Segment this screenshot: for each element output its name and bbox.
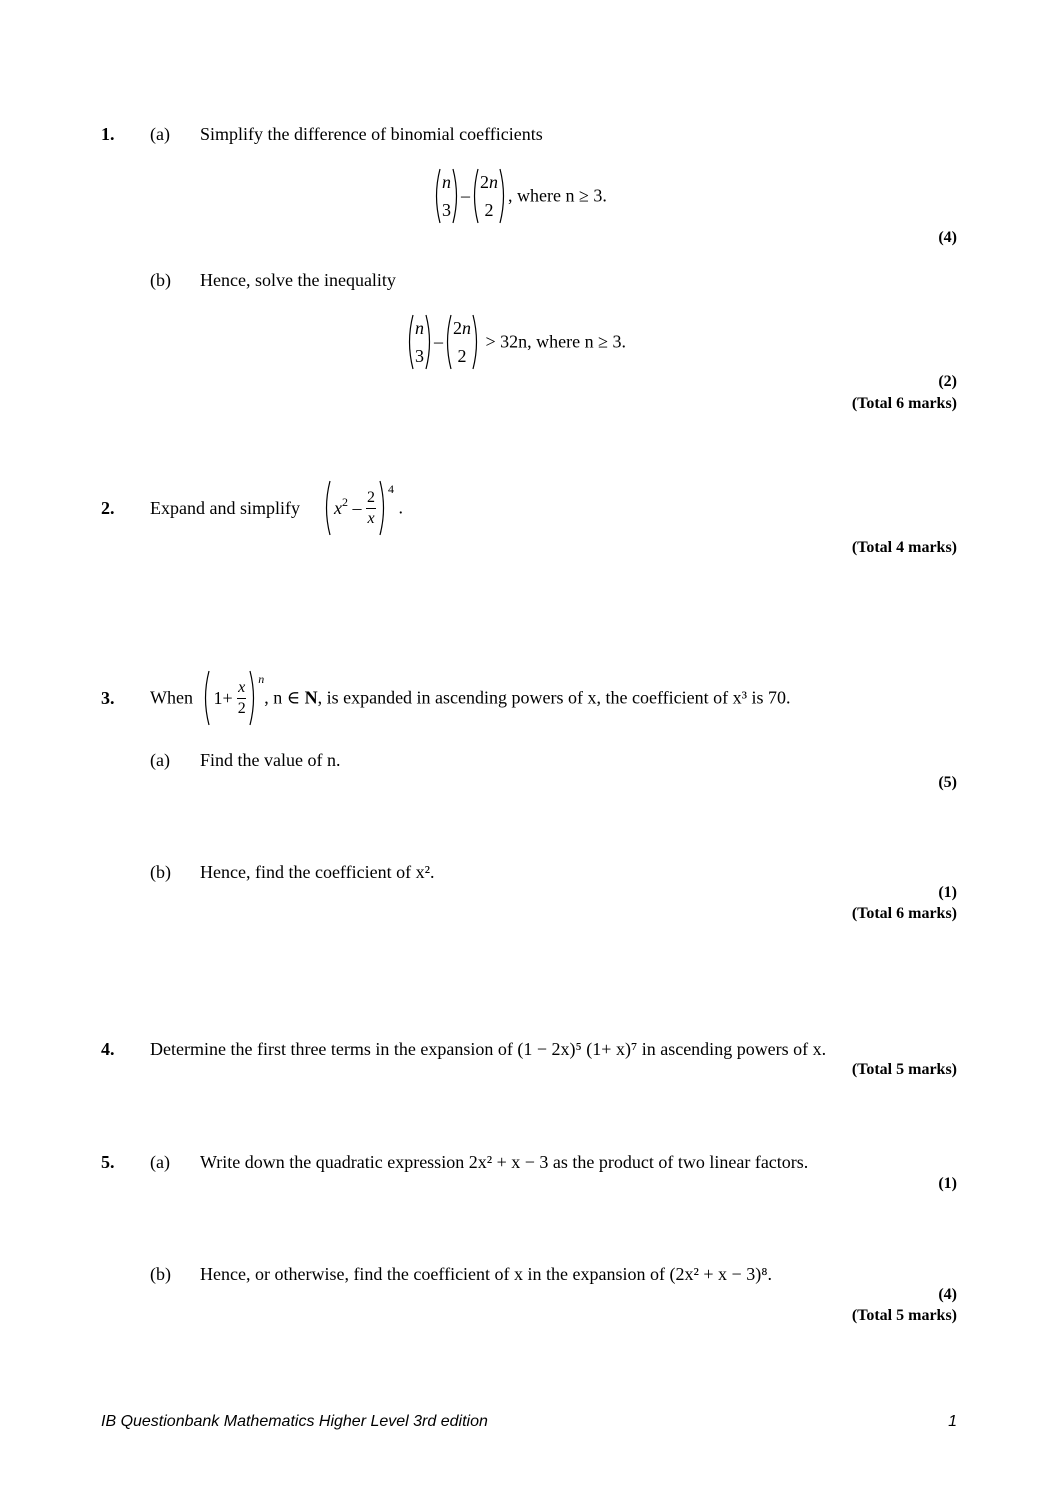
- question-1a-text: Simplify the difference of binomial coefficients: [200, 124, 543, 144]
- question-1b-text: Hence, solve the inequality: [200, 270, 396, 290]
- binomial-2n-2: 2n 2: [443, 314, 481, 370]
- binomial-n-3: n 3: [432, 168, 461, 224]
- question-5a-text: Write down the quadratic expression 2x² + x − 3 as the product of two linear factors.: [200, 1152, 809, 1172]
- binomial-2n-2: 2n 2: [470, 168, 508, 224]
- question-3a-label: (a): [150, 750, 170, 770]
- question-1b-marks: (2): [938, 373, 957, 390]
- question-5b-marks: (4): [938, 1286, 957, 1303]
- footer-page-number: 1: [948, 1413, 957, 1430]
- question-5-number: 5.: [101, 1152, 115, 1172]
- question-1b-label: (b): [150, 270, 171, 290]
- question-3-stem: When 1+ $\frac{x}{2}$ $^n$, n ∈ N, is expanded in ascending powers of x, the coefficient of x³ is 70.: [150, 670, 791, 726]
- question-1-total-marks: (Total 6 marks): [851, 395, 957, 412]
- question-1-number: 1.: [101, 124, 115, 144]
- question-5a-marks: (1): [938, 1175, 957, 1192]
- question-3-text-mid: , n ∈: [264, 687, 305, 708]
- question-5-total-marks: (Total 5 marks): [851, 1307, 957, 1324]
- question-1b-expression: n 3 – 2n 2 > 32n, where n ≥ 3.: [405, 314, 626, 370]
- question-2-text: Expand and simplify: [150, 498, 300, 518]
- question-5b-text: Hence, or otherwise, find the coefficient of x in the expansion of (2x² + x − 3)⁸.: [200, 1264, 772, 1284]
- question-3a-text: Find the value of n.: [200, 750, 341, 770]
- question-3-when: When: [150, 687, 193, 708]
- question-2-total-marks: (Total 4 marks): [851, 539, 957, 556]
- question-3b-marks: (1): [938, 884, 957, 901]
- question-1b-expression-tail: > 32n, where n ≥ 3.: [481, 331, 627, 352]
- footer-title: IB Questionbank Mathematics Higher Level 3rd edition: [101, 1413, 488, 1430]
- question-1a-marks: (4): [938, 229, 957, 246]
- question-1a-expression-tail: , where n ≥ 3.: [508, 185, 607, 206]
- question-3-text-tail: , is expanded in ascending powers of x, the coefficient of x³ is 70.: [317, 687, 791, 708]
- question-1a-expression: n 3 – 2n 2 , where n ≥ 3.: [432, 168, 607, 224]
- question-4-total-marks: (Total 5 marks): [851, 1061, 957, 1078]
- question-3a-marks: (5): [938, 774, 957, 791]
- question-3-total-marks: (Total 6 marks): [851, 905, 957, 922]
- question-1a-label: (a): [150, 124, 170, 144]
- question-4-number: 4.: [101, 1039, 115, 1059]
- question-3-number: 3.: [101, 688, 115, 708]
- question-3b-text: Hence, find the coefficient of x².: [200, 862, 435, 882]
- question-5b-label: (b): [150, 1264, 171, 1284]
- question-2-number: 2.: [101, 498, 115, 518]
- binomial-n-3: n 3: [405, 314, 434, 370]
- question-4-text: Determine the first three terms in the expansion of (1 − 2x)⁵ (1+ x)⁷ in ascending powers of x.: [150, 1039, 827, 1059]
- natural-numbers-symbol: N: [304, 687, 318, 708]
- question-5a-label: (a): [150, 1152, 170, 1172]
- question-2-expression: $x^2$ – $\frac{2}{x}$ $^4$ .: [322, 480, 403, 536]
- question-3b-label: (b): [150, 862, 171, 882]
